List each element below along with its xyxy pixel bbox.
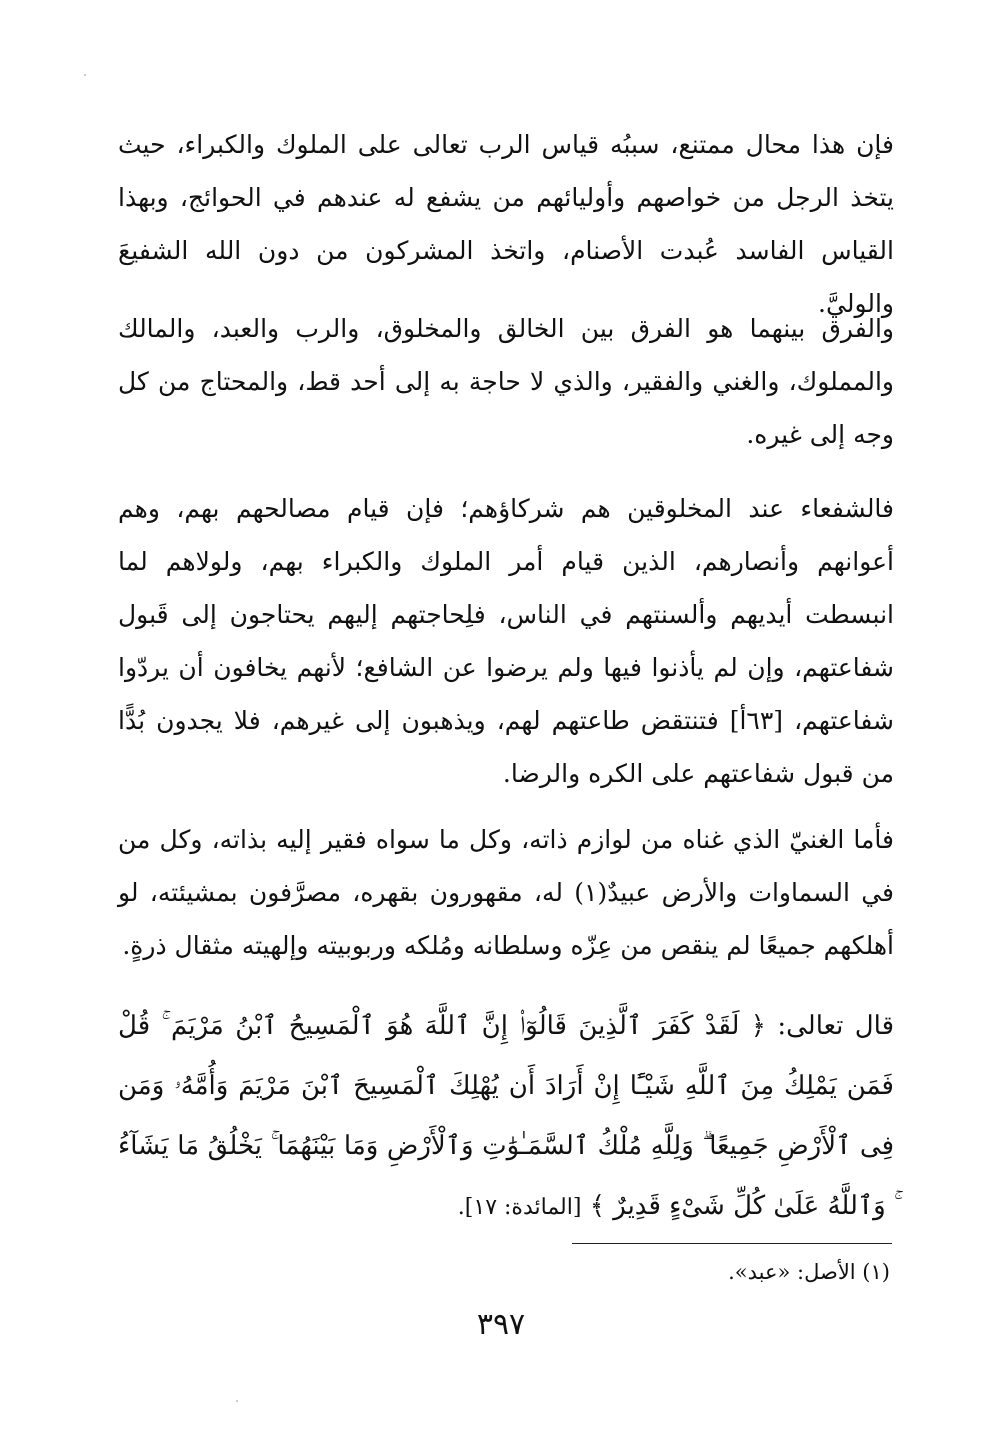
quran-verse-block (118, 996, 894, 1238)
scan-speck (236, 1400, 238, 1402)
paragraph-4-text: فأما الغنيّ الذي غناه من لوازم ذاته، وكل ما سواه فقير إليه بذاته، وكل من في السماوات والأرض عبيدٌ(١) له، مقهورون بقهره، مصرَّفون بمشيئته، لو أهلكهم جميعًا لم ينقص من عِزّه وسلطانه ومُلكه وربوبيته وإلهيته مثقال ذرةٍ. (118, 825, 894, 960)
paragraph-3-text: فالشفعاء عند المخلوقين هم شركاؤهم؛ فإن قيام مصالحهم بهم، وهم أعوانهم وأنصارهم، الذين قيام أمر الملوك والكبراء بهم، ولولاهم لما انبسطت أيديهم وألسنتهم في الناس، فلِحاجتهم إليهم يحتاجون إلى قَبول شفاعتهم، وإن لم يأذنوا فيها ولم يرضوا عن الشافع؛ لأنهم يخافون أن يردّوا شفاعتهم، [٦٣أ] فتنتقض طاعتهم لهم، ويذهبون إلى غيرهم، فلا يجدون بُدًّا من قبول شفاعتهم على الكره والرضا. (118, 494, 894, 788)
quran-verse-text: ﴿ لَقَدْ كَفَرَ ٱلَّذِينَ قَالُوٓا۟ إِنَّ ٱللَّهَ هُوَ ٱلْمَسِيحُ ٱبْنُ مَرْيَمَ ۚ قُلْ فَمَن يَمْلِكُ مِنَ ٱللَّهِ شَيْـًٔا إِنْ أَرَادَ أَن يُهْلِكَ ٱلْمَسِيحَ ٱبْنَ مَرْيَمَ وَأُمَّهُۥ وَمَن فِى ٱلْأَرْضِ جَمِيعًا ۗ وَلِلَّهِ مُلْكُ ٱلسَّمَـٰوَٰتِ وَٱلْأَرْضِ وَمَا بَيْنَهُمَا ۚ يَخْلُقُ مَا يَشَآءُ ۚ وَٱللَّهُ عَلَىٰ كُلِّ شَىْءٍ قَدِيرٌ ﴾ (118, 1011, 895, 1221)
paragraph-1-text: فإن هذا محال ممتنع، سببُه قياس الرب تعالى على الملوك والكبراء، حيث يتخذ الرجل من خواصهم وأوليائهم من يشفع له عندهم في الحوائج، وبهذا القياس الفاسد عُبدت الأصنام، واتخذ المشركون من دون الله الشفيعَ والوليَّ. (118, 130, 894, 318)
paragraph-1 (118, 118, 894, 330)
footnote: (١) الأصل: «عبد». (728, 1260, 890, 1284)
scan-speck (84, 74, 86, 76)
paragraph-2-text: والفرق بينهما هو الفرق بين الخالق والمخلوق، والرب والعبد، والمالك والمملوك، والغني والفقير، والذي لا حاجة به إلى أحد قط، والمحتاج من كل وجه إلى غيره. (118, 314, 894, 449)
footnote-separator (572, 1243, 892, 1244)
verse-citation: [المائدة: ١٧]. (457, 1195, 582, 1220)
paragraph-4 (118, 813, 894, 972)
paragraph-2 (118, 302, 894, 461)
paragraph-3 (118, 482, 894, 800)
quran-verse-paragraph (118, 996, 894, 1238)
page-number: ٣٩٧ (476, 1307, 526, 1342)
verse-intro: قال تعالى: (777, 1011, 894, 1041)
